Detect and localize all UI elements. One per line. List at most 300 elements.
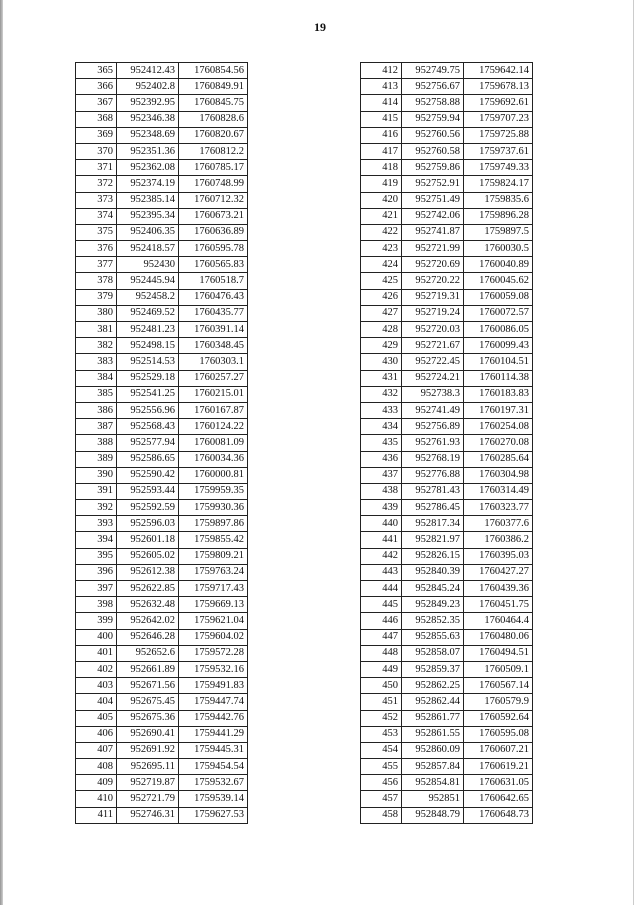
y-coordinate-cell: 1760377.6: [464, 516, 533, 532]
table-row: [76, 516, 248, 532]
table-row: [361, 192, 533, 208]
point-number-cell: 441: [361, 532, 402, 548]
x-coordinate-cell: 952720.03: [402, 322, 464, 338]
y-coordinate-cell: 1760114.38: [464, 370, 533, 386]
x-coordinate-cell: 952652.6: [117, 645, 179, 661]
point-number-cell: 380: [76, 305, 117, 321]
y-coordinate-cell: 1759572.28: [179, 645, 248, 661]
table-row: [76, 694, 248, 710]
y-coordinate-cell: 1760285.64: [464, 451, 533, 467]
point-number-cell: 437: [361, 467, 402, 483]
x-coordinate-cell: 952346.38: [117, 111, 179, 127]
y-coordinate-cell: 1760854.56: [179, 63, 248, 79]
x-coordinate-cell: 952690.41: [117, 726, 179, 742]
y-coordinate-cell: 1759959.35: [179, 483, 248, 499]
point-number-cell: 404: [76, 694, 117, 710]
x-coordinate-cell: 952761.93: [402, 435, 464, 451]
point-number-cell: 365: [76, 63, 117, 79]
point-number-cell: 401: [76, 645, 117, 661]
y-coordinate-cell: 1760619.21: [464, 759, 533, 775]
y-coordinate-cell: 1760518.7: [179, 273, 248, 289]
y-coordinate-cell: 1759897.86: [179, 516, 248, 532]
x-coordinate-cell: 952632.48: [117, 597, 179, 613]
x-coordinate-cell: 952590.42: [117, 467, 179, 483]
table-row: [361, 548, 533, 564]
x-coordinate-cell: 952826.15: [402, 548, 464, 564]
table-row: [76, 597, 248, 613]
x-coordinate-cell: 952861.77: [402, 710, 464, 726]
x-coordinate-cell: 952721.79: [117, 791, 179, 807]
table-row: [361, 402, 533, 418]
point-number-cell: 410: [76, 791, 117, 807]
x-coordinate-cell: 952498.15: [117, 338, 179, 354]
x-coordinate-cell: 952742.06: [402, 208, 464, 224]
x-coordinate-cell: 952691.92: [117, 742, 179, 758]
x-coordinate-cell: 952855.63: [402, 629, 464, 645]
point-number-cell: 438: [361, 483, 402, 499]
y-coordinate-cell: 1760081.09: [179, 435, 248, 451]
table-row: [76, 63, 248, 79]
table-row: [76, 111, 248, 127]
point-number-cell: 450: [361, 678, 402, 694]
table-row: [76, 79, 248, 95]
table-row: [76, 322, 248, 338]
table-row: [76, 419, 248, 435]
x-coordinate-cell: 952529.18: [117, 370, 179, 386]
x-coordinate-cell: 952445.94: [117, 273, 179, 289]
x-coordinate-cell: 952738.3: [402, 386, 464, 402]
table-row: [361, 807, 533, 823]
x-coordinate-cell: 952848.79: [402, 807, 464, 823]
scan-edge-left: [0, 0, 3, 905]
table-row: [76, 581, 248, 597]
y-coordinate-cell: 1760820.67: [179, 127, 248, 143]
table-row: [76, 467, 248, 483]
y-coordinate-cell: 1759692.61: [464, 95, 533, 111]
scan-edge-right: [633, 0, 634, 905]
table-row: [361, 322, 533, 338]
y-coordinate-cell: 1759627.53: [179, 807, 248, 823]
table-row: [76, 338, 248, 354]
y-coordinate-cell: 1760565.83: [179, 257, 248, 273]
x-coordinate-cell: 952741.87: [402, 224, 464, 240]
y-coordinate-cell: 1760183.83: [464, 386, 533, 402]
table-row: [76, 402, 248, 418]
point-number-cell: 433: [361, 402, 402, 418]
x-coordinate-cell: 952759.86: [402, 160, 464, 176]
x-coordinate-cell: 952751.49: [402, 192, 464, 208]
table-row: [76, 95, 248, 111]
x-coordinate-cell: 952862.25: [402, 678, 464, 694]
point-number-cell: 445: [361, 597, 402, 613]
table-row: [76, 435, 248, 451]
point-number-cell: 397: [76, 581, 117, 597]
x-coordinate-cell: 952577.94: [117, 435, 179, 451]
point-number-cell: 406: [76, 726, 117, 742]
point-number-cell: 453: [361, 726, 402, 742]
point-number-cell: 405: [76, 710, 117, 726]
x-coordinate-cell: 952860.09: [402, 742, 464, 758]
y-coordinate-cell: 1760595.08: [464, 726, 533, 742]
point-number-cell: 387: [76, 419, 117, 435]
y-coordinate-cell: 1760435.77: [179, 305, 248, 321]
table-row: [361, 208, 533, 224]
point-number-cell: 373: [76, 192, 117, 208]
x-coordinate-cell: 952661.89: [117, 661, 179, 677]
x-coordinate-cell: 952412.43: [117, 63, 179, 79]
y-coordinate-cell: 1760072.57: [464, 305, 533, 321]
y-coordinate-cell: 1760124.22: [179, 419, 248, 435]
point-number-cell: 457: [361, 791, 402, 807]
point-number-cell: 384: [76, 370, 117, 386]
y-coordinate-cell: 1759454.54: [179, 759, 248, 775]
table-row: [76, 710, 248, 726]
table-row: [76, 500, 248, 516]
x-coordinate-cell: 952348.69: [117, 127, 179, 143]
table-row: [76, 742, 248, 758]
table-row: [361, 127, 533, 143]
y-coordinate-cell: 1760304.98: [464, 467, 533, 483]
y-coordinate-cell: 1760631.05: [464, 775, 533, 791]
y-coordinate-cell: 1759447.74: [179, 694, 248, 710]
y-coordinate-cell: 1760509.1: [464, 661, 533, 677]
point-number-cell: 372: [76, 176, 117, 192]
point-number-cell: 377: [76, 257, 117, 273]
point-number-cell: 427: [361, 305, 402, 321]
point-number-cell: 381: [76, 322, 117, 338]
table-row: [76, 613, 248, 629]
point-number-cell: 451: [361, 694, 402, 710]
point-number-cell: 407: [76, 742, 117, 758]
table-row: [361, 467, 533, 483]
y-coordinate-cell: 1760034.36: [179, 451, 248, 467]
x-coordinate-cell: 952458.2: [117, 289, 179, 305]
y-coordinate-cell: 1760845.75: [179, 95, 248, 111]
y-coordinate-cell: 1760045.62: [464, 273, 533, 289]
y-coordinate-cell: 1760167.87: [179, 402, 248, 418]
y-coordinate-cell: 1760197.31: [464, 402, 533, 418]
point-number-cell: 454: [361, 742, 402, 758]
table-row: [361, 160, 533, 176]
point-number-cell: 374: [76, 208, 117, 224]
x-coordinate-cell: 952851: [402, 791, 464, 807]
x-coordinate-cell: 952724.21: [402, 370, 464, 386]
point-number-cell: 446: [361, 613, 402, 629]
point-number-cell: 425: [361, 273, 402, 289]
point-number-cell: 449: [361, 661, 402, 677]
x-coordinate-cell: 952695.11: [117, 759, 179, 775]
y-coordinate-cell: 1759725.88: [464, 127, 533, 143]
table-row: [76, 564, 248, 580]
y-coordinate-cell: 1760086.05: [464, 322, 533, 338]
y-coordinate-cell: 1759835.6: [464, 192, 533, 208]
table-row: [76, 160, 248, 176]
table-row: [361, 79, 533, 95]
y-coordinate-cell: 1760748.99: [179, 176, 248, 192]
y-coordinate-cell: 1759532.67: [179, 775, 248, 791]
y-coordinate-cell: 1760314.49: [464, 483, 533, 499]
point-number-cell: 369: [76, 127, 117, 143]
point-number-cell: 375: [76, 224, 117, 240]
y-coordinate-cell: 1759930.36: [179, 500, 248, 516]
table-row: [361, 694, 533, 710]
point-number-cell: 414: [361, 95, 402, 111]
table-row: [361, 791, 533, 807]
y-coordinate-cell: 1760712.32: [179, 192, 248, 208]
x-coordinate-cell: 952758.88: [402, 95, 464, 111]
x-coordinate-cell: 952395.34: [117, 208, 179, 224]
table-row: [76, 241, 248, 257]
y-coordinate-cell: 1759442.76: [179, 710, 248, 726]
point-number-cell: 423: [361, 241, 402, 257]
x-coordinate-cell: 952362.08: [117, 160, 179, 176]
point-number-cell: 416: [361, 127, 402, 143]
x-coordinate-cell: 952760.58: [402, 143, 464, 159]
y-coordinate-cell: 1760642.65: [464, 791, 533, 807]
y-coordinate-cell: 1760494.51: [464, 645, 533, 661]
x-coordinate-cell: 952586.65: [117, 451, 179, 467]
table-row: [361, 241, 533, 257]
point-number-cell: 418: [361, 160, 402, 176]
x-coordinate-cell: 952374.19: [117, 176, 179, 192]
point-number-cell: 367: [76, 95, 117, 111]
x-coordinate-cell: 952858.07: [402, 645, 464, 661]
y-coordinate-cell: 1760439.36: [464, 581, 533, 597]
y-coordinate-cell: 1759749.33: [464, 160, 533, 176]
point-number-cell: 385: [76, 386, 117, 402]
y-coordinate-cell: 1759441.29: [179, 726, 248, 742]
x-coordinate-cell: 952392.95: [117, 95, 179, 111]
table-row: [76, 305, 248, 321]
x-coordinate-cell: 952671.56: [117, 678, 179, 694]
x-coordinate-cell: 952786.45: [402, 500, 464, 516]
point-number-cell: 379: [76, 289, 117, 305]
point-number-cell: 399: [76, 613, 117, 629]
x-coordinate-cell: 952781.43: [402, 483, 464, 499]
point-number-cell: 366: [76, 79, 117, 95]
point-number-cell: 419: [361, 176, 402, 192]
point-number-cell: 430: [361, 354, 402, 370]
table-row: [76, 143, 248, 159]
point-number-cell: 447: [361, 629, 402, 645]
point-number-cell: 424: [361, 257, 402, 273]
coordinates-table-left: [75, 62, 248, 824]
y-coordinate-cell: 1759737.61: [464, 143, 533, 159]
table-row: [361, 143, 533, 159]
x-coordinate-cell: 952759.94: [402, 111, 464, 127]
x-coordinate-cell: 952817.34: [402, 516, 464, 532]
table-row: [361, 338, 533, 354]
y-coordinate-cell: 1759532.16: [179, 661, 248, 677]
table-row: [76, 807, 248, 823]
table-row: [76, 127, 248, 143]
page-number: 19: [314, 20, 326, 34]
y-coordinate-cell: 1760000.81: [179, 467, 248, 483]
x-coordinate-cell: 952857.84: [402, 759, 464, 775]
point-number-cell: 422: [361, 224, 402, 240]
x-coordinate-cell: 952418.57: [117, 241, 179, 257]
x-coordinate-cell: 952756.89: [402, 419, 464, 435]
point-number-cell: 432: [361, 386, 402, 402]
table-row: [76, 532, 248, 548]
x-coordinate-cell: 952675.36: [117, 710, 179, 726]
point-number-cell: 411: [76, 807, 117, 823]
x-coordinate-cell: 952840.39: [402, 564, 464, 580]
x-coordinate-cell: 952514.53: [117, 354, 179, 370]
x-coordinate-cell: 952601.18: [117, 532, 179, 548]
point-number-cell: 382: [76, 338, 117, 354]
x-coordinate-cell: 952406.35: [117, 224, 179, 240]
table-row: [361, 419, 533, 435]
y-coordinate-cell: 1760254.08: [464, 419, 533, 435]
point-number-cell: 448: [361, 645, 402, 661]
table-row: [361, 629, 533, 645]
y-coordinate-cell: 1760386.2: [464, 532, 533, 548]
point-number-cell: 390: [76, 467, 117, 483]
table-row: [76, 791, 248, 807]
table-row: [76, 548, 248, 564]
x-coordinate-cell: 952721.99: [402, 241, 464, 257]
table-row: [76, 224, 248, 240]
table-row: [361, 645, 533, 661]
y-coordinate-cell: 1760395.03: [464, 548, 533, 564]
point-number-cell: 412: [361, 63, 402, 79]
point-number-cell: 398: [76, 597, 117, 613]
x-coordinate-cell: 952481.23: [117, 322, 179, 338]
table-row: [361, 775, 533, 791]
point-number-cell: 392: [76, 500, 117, 516]
point-number-cell: 395: [76, 548, 117, 564]
coordinates-table-right: [360, 62, 533, 824]
y-coordinate-cell: 1760040.89: [464, 257, 533, 273]
y-coordinate-cell: 1759445.31: [179, 742, 248, 758]
point-number-cell: 370: [76, 143, 117, 159]
y-coordinate-cell: 1759855.42: [179, 532, 248, 548]
point-number-cell: 428: [361, 322, 402, 338]
point-number-cell: 440: [361, 516, 402, 532]
y-coordinate-cell: 1759678.13: [464, 79, 533, 95]
point-number-cell: 415: [361, 111, 402, 127]
point-number-cell: 435: [361, 435, 402, 451]
x-coordinate-cell: 952596.03: [117, 516, 179, 532]
point-number-cell: 378: [76, 273, 117, 289]
y-coordinate-cell: 1760427.27: [464, 564, 533, 580]
table-row: [361, 370, 533, 386]
x-coordinate-cell: 952719.31: [402, 289, 464, 305]
point-number-cell: 434: [361, 419, 402, 435]
table-row: [361, 500, 533, 516]
point-number-cell: 455: [361, 759, 402, 775]
x-coordinate-cell: 952746.31: [117, 807, 179, 823]
table-row: [361, 678, 533, 694]
x-coordinate-cell: 952541.25: [117, 386, 179, 402]
x-coordinate-cell: 952385.14: [117, 192, 179, 208]
x-coordinate-cell: 952592.59: [117, 500, 179, 516]
y-coordinate-cell: 1759809.21: [179, 548, 248, 564]
table-row: [76, 759, 248, 775]
y-coordinate-cell: 1760215.01: [179, 386, 248, 402]
point-number-cell: 408: [76, 759, 117, 775]
table-row: [361, 386, 533, 402]
x-coordinate-cell: 952605.02: [117, 548, 179, 564]
y-coordinate-cell: 1759642.14: [464, 63, 533, 79]
y-coordinate-cell: 1760303.1: [179, 354, 248, 370]
y-coordinate-cell: 1760636.89: [179, 224, 248, 240]
x-coordinate-cell: 952861.55: [402, 726, 464, 742]
table-row: [361, 759, 533, 775]
y-coordinate-cell: 1760464.4: [464, 613, 533, 629]
table-row: [361, 111, 533, 127]
table-row: [76, 645, 248, 661]
y-coordinate-cell: 1759897.5: [464, 224, 533, 240]
point-number-cell: 443: [361, 564, 402, 580]
table-row: [76, 629, 248, 645]
y-coordinate-cell: 1760480.06: [464, 629, 533, 645]
table-row: [76, 661, 248, 677]
point-number-cell: 436: [361, 451, 402, 467]
y-coordinate-cell: 1760270.08: [464, 435, 533, 451]
x-coordinate-cell: 952845.24: [402, 581, 464, 597]
point-number-cell: 368: [76, 111, 117, 127]
x-coordinate-cell: 952752.91: [402, 176, 464, 192]
table-row: [361, 564, 533, 580]
point-number-cell: 421: [361, 208, 402, 224]
table-row: [76, 678, 248, 694]
table-row: [361, 483, 533, 499]
table-row: [361, 435, 533, 451]
y-coordinate-cell: 1760476.43: [179, 289, 248, 305]
point-number-cell: 439: [361, 500, 402, 516]
x-coordinate-cell: 952719.24: [402, 305, 464, 321]
point-number-cell: 431: [361, 370, 402, 386]
table-row: [361, 289, 533, 305]
table-row: [76, 483, 248, 499]
x-coordinate-cell: 952821.97: [402, 532, 464, 548]
y-coordinate-cell: 1760595.78: [179, 241, 248, 257]
x-coordinate-cell: 952612.38: [117, 564, 179, 580]
y-coordinate-cell: 1760828.6: [179, 111, 248, 127]
y-coordinate-cell: 1759824.17: [464, 176, 533, 192]
x-coordinate-cell: 952622.85: [117, 581, 179, 597]
table-row: [361, 710, 533, 726]
table-row: [361, 305, 533, 321]
table-row: [361, 257, 533, 273]
y-coordinate-cell: 1760785.17: [179, 160, 248, 176]
x-coordinate-cell: 952741.49: [402, 402, 464, 418]
table-row: [76, 451, 248, 467]
y-coordinate-cell: 1760348.45: [179, 338, 248, 354]
y-coordinate-cell: 1760607.21: [464, 742, 533, 758]
x-coordinate-cell: 952469.52: [117, 305, 179, 321]
y-coordinate-cell: 1760391.14: [179, 322, 248, 338]
table-row: [76, 775, 248, 791]
y-coordinate-cell: 1760257.27: [179, 370, 248, 386]
point-number-cell: 383: [76, 354, 117, 370]
table-row: [361, 726, 533, 742]
table-row: [361, 354, 533, 370]
y-coordinate-cell: 1760648.73: [464, 807, 533, 823]
table-row: [76, 726, 248, 742]
x-coordinate-cell: 952776.88: [402, 467, 464, 483]
point-number-cell: 394: [76, 532, 117, 548]
point-number-cell: 442: [361, 548, 402, 564]
x-coordinate-cell: 952859.37: [402, 661, 464, 677]
point-number-cell: 371: [76, 160, 117, 176]
table-row: [76, 192, 248, 208]
table-row: [361, 451, 533, 467]
point-number-cell: 376: [76, 241, 117, 257]
x-coordinate-cell: 952722.45: [402, 354, 464, 370]
